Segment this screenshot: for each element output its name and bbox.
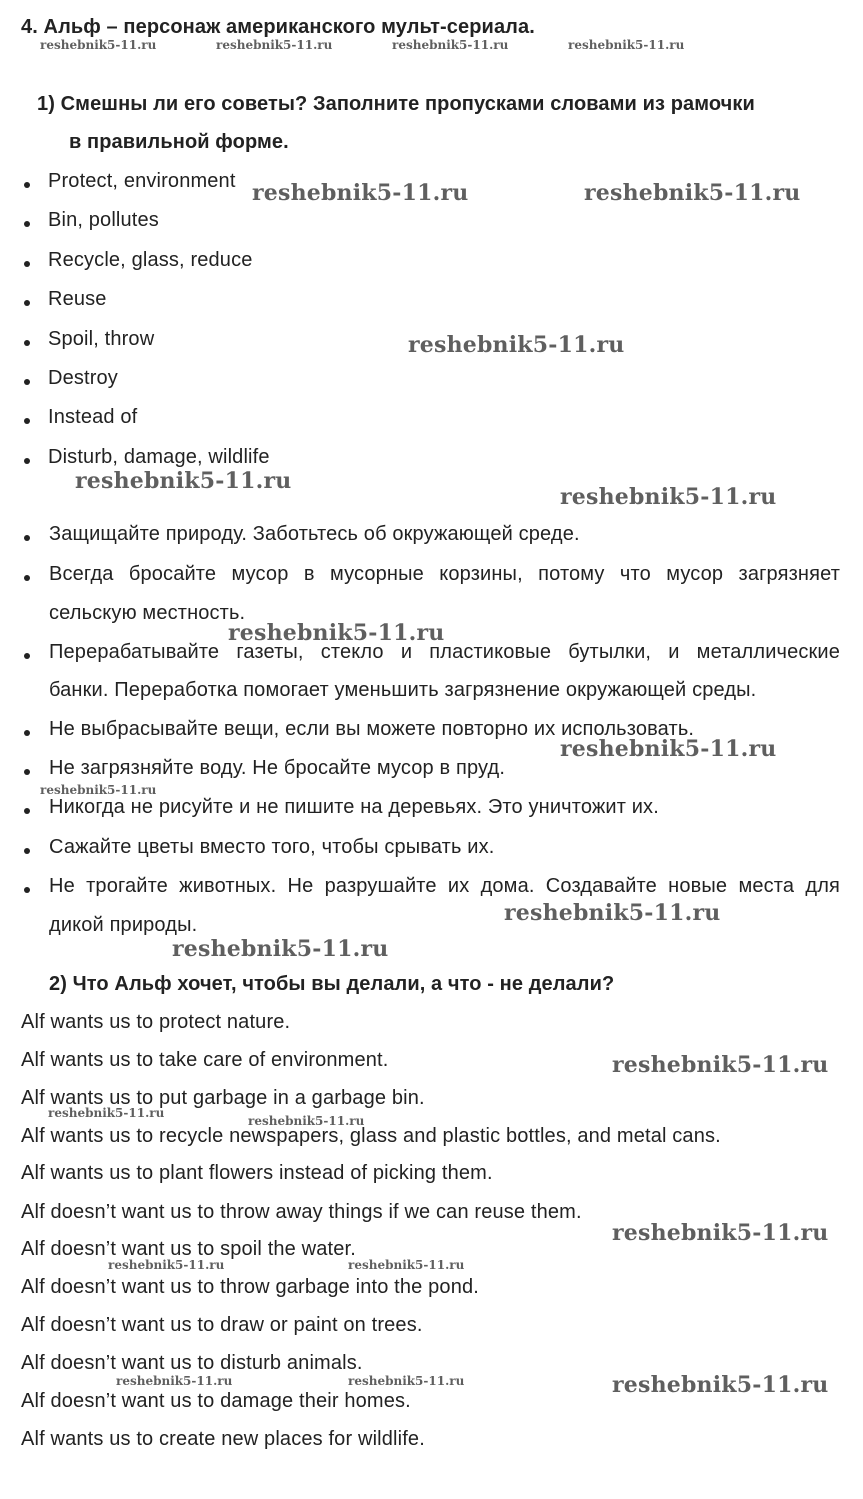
bullet-icon bbox=[24, 340, 30, 346]
bullet-icon bbox=[24, 379, 30, 385]
watermark: reshebnik5-11.ru bbox=[348, 1258, 465, 1272]
translation-line: дикой природы. bbox=[49, 914, 198, 936]
word-box-item: Disturb, damage, wildlife bbox=[48, 446, 270, 468]
bullet-icon bbox=[24, 221, 30, 227]
bullet-icon bbox=[24, 300, 30, 306]
answer-line: Alf wants us to take care of environment. bbox=[21, 1049, 389, 1071]
bullet-icon bbox=[24, 887, 30, 893]
watermark: reshebnik5-11.ru bbox=[248, 1114, 365, 1128]
watermark: reshebnik5-11.ru bbox=[612, 1220, 829, 1246]
word-box-item: Destroy bbox=[48, 367, 118, 389]
answer-line: Alf wants us to create new places for wildlife. bbox=[21, 1428, 425, 1450]
translation-line: банки. Переработка помогает уменьшить загрязнение окружающей среды. bbox=[49, 679, 757, 701]
word-box-item: Bin, pollutes bbox=[48, 209, 159, 231]
bullet-icon bbox=[24, 458, 30, 464]
word-box-item: Recycle, glass, reduce bbox=[48, 249, 253, 271]
bullet-icon bbox=[24, 575, 30, 581]
answer-line: Alf doesn’t want us to spoil the water. bbox=[21, 1238, 356, 1260]
watermark: reshebnik5-11.ru bbox=[40, 38, 157, 52]
bullet-icon bbox=[24, 848, 30, 854]
watermark: reshebnik5-11.ru bbox=[348, 1374, 465, 1388]
translation-line: Перерабатывайте газеты, стекло и пластиковые бутылки, и металлические bbox=[49, 641, 840, 663]
watermark: reshebnik5-11.ru bbox=[612, 1372, 829, 1398]
bullet-icon bbox=[24, 769, 30, 775]
translation-line: сельскую местность. bbox=[49, 602, 246, 624]
bullet-icon bbox=[24, 730, 30, 736]
watermark: reshebnik5-11.ru bbox=[408, 332, 625, 358]
part1-question-line1: 1) Смешны ли его советы? Заполните пропусками словами из рамочки bbox=[37, 93, 755, 115]
watermark: reshebnik5-11.ru bbox=[504, 900, 721, 926]
word-box-item: Instead of bbox=[48, 406, 138, 428]
bullet-icon bbox=[24, 418, 30, 424]
watermark: reshebnik5-11.ru bbox=[392, 38, 509, 52]
answer-line: Alf wants us to recycle newspapers, glass and plastic bottles, and metal cans. bbox=[21, 1125, 721, 1147]
bullet-icon bbox=[24, 653, 30, 659]
watermark: reshebnik5-11.ru bbox=[108, 1258, 225, 1272]
answer-line: Alf doesn’t want us to throw garbage into the pond. bbox=[21, 1276, 479, 1298]
answer-line: Alf doesn’t want us to damage their homes. bbox=[21, 1390, 411, 1412]
translation-line: Никогда не рисуйте и не пишите на деревьях. Это уничтожит их. bbox=[49, 796, 659, 818]
watermark: reshebnik5-11.ru bbox=[116, 1374, 233, 1388]
watermark: reshebnik5-11.ru bbox=[48, 1106, 165, 1120]
word-box-item: Spoil, throw bbox=[48, 328, 155, 350]
watermark: reshebnik5-11.ru bbox=[584, 180, 801, 206]
watermark: reshebnik5-11.ru bbox=[40, 783, 157, 797]
part2-question: 2) Что Альф хочет, чтобы вы делали, а что - не делали? bbox=[49, 973, 615, 995]
bullet-icon bbox=[24, 261, 30, 267]
answer-line: Alf wants us to put garbage in a garbage bin. bbox=[21, 1087, 425, 1109]
word-box-item: Reuse bbox=[48, 288, 107, 310]
translation-line: Всегда бросайте мусор в мусорные корзины, потому что мусор загрязняет bbox=[49, 563, 840, 585]
watermark: reshebnik5-11.ru bbox=[560, 484, 777, 510]
answer-line: Alf doesn’t want us to draw or paint on trees. bbox=[21, 1314, 423, 1336]
answer-line: Alf wants us to protect nature. bbox=[21, 1011, 291, 1033]
translation-line: Защищайте природу. Заботьтесь об окружающей среде. bbox=[49, 523, 580, 545]
watermark: reshebnik5-11.ru bbox=[216, 38, 333, 52]
bullet-icon bbox=[24, 182, 30, 188]
translation-line: Сажайте цветы вместо того, чтобы срывать их. bbox=[49, 836, 495, 858]
translation-line: Не загрязняйте воду. Не бросайте мусор в пруд. bbox=[49, 757, 506, 779]
task-title: 4. Альф – персонаж американского мульт-сериала. bbox=[21, 16, 535, 38]
watermark: reshebnik5-11.ru bbox=[560, 736, 777, 762]
translation-line: Не выбрасывайте вещи, если вы можете повторно их использовать. bbox=[49, 718, 695, 740]
watermark: reshebnik5-11.ru bbox=[75, 468, 292, 494]
bullet-icon bbox=[24, 535, 30, 541]
answer-line: Alf wants us to plant flowers instead of picking them. bbox=[21, 1162, 493, 1184]
watermark: reshebnik5-11.ru bbox=[172, 936, 389, 962]
watermark: reshebnik5-11.ru bbox=[568, 38, 685, 52]
bullet-icon bbox=[24, 808, 30, 814]
watermark: reshebnik5-11.ru bbox=[228, 620, 445, 646]
answer-line: Alf doesn’t want us to disturb animals. bbox=[21, 1352, 363, 1374]
translation-line: Не трогайте животных. Не разрушайте их дома. Создавайте новые места для bbox=[49, 875, 840, 897]
word-box-item: Protect, environment bbox=[48, 170, 236, 192]
watermark: reshebnik5-11.ru bbox=[252, 180, 469, 206]
answer-line: Alf doesn’t want us to throw away things if we can reuse them. bbox=[21, 1201, 582, 1223]
watermark: reshebnik5-11.ru bbox=[612, 1052, 829, 1078]
part1-question-line2: в правильной форме. bbox=[69, 131, 289, 153]
